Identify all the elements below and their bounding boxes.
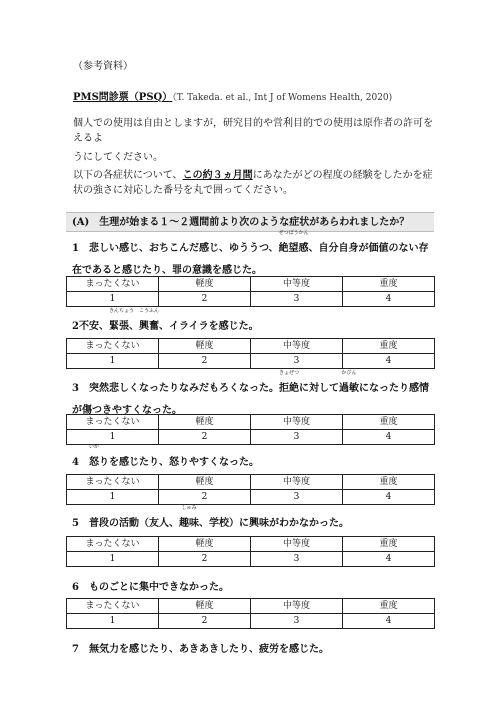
ruby-kabin xyxy=(338,370,359,400)
rating-option-1[interactable]: 1 xyxy=(67,490,159,505)
rating-option-4[interactable]: 4 xyxy=(343,614,435,629)
rating-option-4[interactable]: 4 xyxy=(343,292,435,307)
rating-label-severe: 重度 xyxy=(343,339,435,354)
rating-label-none: まったくない xyxy=(67,537,159,552)
rating-option-3[interactable]: 3 xyxy=(251,430,343,445)
rating-table-3 xyxy=(66,414,435,445)
rating-option-2[interactable]: 2 xyxy=(159,552,251,567)
rating-numbers-row xyxy=(67,614,435,629)
question-2 xyxy=(72,308,434,338)
ruby-reading: しゅみ xyxy=(181,505,197,511)
ruby-kincho xyxy=(108,308,134,338)
rating-numbers-row xyxy=(67,430,435,445)
rating-label-moderate: 中等度 xyxy=(251,339,343,354)
ruby-zetsubokan xyxy=(278,230,309,260)
rating-option-3[interactable]: 3 xyxy=(251,292,343,307)
rating-option-3[interactable]: 3 xyxy=(251,614,343,629)
rating-numbers-row xyxy=(67,552,435,567)
rating-label-moderate: 中等度 xyxy=(251,277,343,292)
question-3-text-a: 3 突然悲しくなったりなみだもろくなった。 xyxy=(72,383,279,394)
rating-option-4[interactable]: 4 xyxy=(343,354,435,369)
rating-label-none: まったくない xyxy=(67,277,159,292)
ruby-kyozetsu xyxy=(278,370,299,400)
rating-label-mild: 軽度 xyxy=(159,537,251,552)
rating-table-1 xyxy=(66,276,435,307)
ruby-base: 怒 xyxy=(88,457,99,468)
question-6: 6 ものごとに集中できなかった。 xyxy=(72,582,229,593)
instruction-period: この約３ヵ月間 xyxy=(182,170,253,181)
ruby-base: 興奮 xyxy=(138,321,159,332)
rating-labels-row xyxy=(67,415,435,430)
rating-option-1[interactable]: 1 xyxy=(67,552,159,567)
ruby-shumi xyxy=(178,505,199,535)
rating-option-2[interactable]: 2 xyxy=(159,292,251,307)
ruby-reading: かびん xyxy=(341,370,357,376)
question-5 xyxy=(72,505,434,535)
rating-label-moderate: 中等度 xyxy=(251,475,343,490)
rating-label-severe: 重度 xyxy=(343,537,435,552)
question-4-text-a: 4 xyxy=(72,457,89,468)
rating-label-mild: 軽度 xyxy=(159,599,251,614)
rating-option-1[interactable]: 1 xyxy=(67,292,159,307)
document-title: PMS問診票（PSQ） xyxy=(73,92,173,103)
rating-label-severe: 重度 xyxy=(343,475,435,490)
question-5-text-b: 、学校）に興味がわかなかった。 xyxy=(198,518,349,529)
instruction-text xyxy=(73,168,435,198)
rating-table-2 xyxy=(66,338,435,369)
section-a-header: (A) 生理が始まる１〜２週間前より次のような症状があらわれましたか？ xyxy=(66,212,434,232)
rating-labels-row xyxy=(67,537,435,552)
citation: （T. Takeda. et al., Int J of Womens Health, 2020) xyxy=(172,93,393,103)
ruby-reading: いか xyxy=(88,444,99,450)
rating-label-none: まったくない xyxy=(67,475,159,490)
rating-option-2[interactable]: 2 xyxy=(159,430,251,445)
rating-option-2[interactable]: 2 xyxy=(159,490,251,505)
question-2-text-c: 、イライラを感じた。 xyxy=(158,321,259,332)
rating-option-3[interactable]: 3 xyxy=(251,354,343,369)
rating-option-4[interactable]: 4 xyxy=(343,430,435,445)
rating-option-3[interactable]: 3 xyxy=(251,552,343,567)
question-7: 7 無気力を感じたり、あきあきしたり、疲労を感じた。 xyxy=(72,644,329,655)
rating-label-none: まったくない xyxy=(67,339,159,354)
instruction-part-b: にあなたがどの程度の経験をしたかを症状の強さに対応した番号を丸で囲ってください。 xyxy=(73,170,433,196)
rating-label-moderate: 中等度 xyxy=(251,537,343,552)
rating-label-mild: 軽度 xyxy=(159,475,251,490)
reference-label: （参考資料） xyxy=(73,61,133,72)
rating-label-none: まったくない xyxy=(67,599,159,614)
rating-option-1[interactable]: 1 xyxy=(67,354,159,369)
question-1-text-b: 、自分自身が価値のない存在であると感じたり、罪の意識を感じた。 xyxy=(72,243,429,276)
rating-label-severe: 重度 xyxy=(343,277,435,292)
question-3-text-c: になったり感情が傷つきやすくなった。 xyxy=(72,383,429,416)
usage-note-line1: 個人での使用は自由としますが，研究目的や営利目的での使用は原作者の許可をえるよ xyxy=(73,118,433,144)
ruby-base: 過敏 xyxy=(338,383,359,394)
question-4 xyxy=(72,444,434,474)
question-2-text-b: 、 xyxy=(128,321,139,332)
question-3-text-b: に対して xyxy=(298,383,339,394)
rating-table-4 xyxy=(66,474,435,505)
ruby-base: 拒絶 xyxy=(278,383,299,394)
question-5-text-a: 5 普段の活動（友人、 xyxy=(72,518,179,529)
rating-option-2[interactable]: 2 xyxy=(159,354,251,369)
rating-label-none: まったくない xyxy=(67,415,159,430)
rating-table-6 xyxy=(66,598,435,629)
rating-label-mild: 軽度 xyxy=(159,277,251,292)
rating-label-severe: 重度 xyxy=(343,415,435,430)
rating-label-moderate: 中等度 xyxy=(251,599,343,614)
ruby-ika xyxy=(88,444,99,474)
rating-option-2[interactable]: 2 xyxy=(159,614,251,629)
document-title-line xyxy=(73,88,392,103)
rating-labels-row xyxy=(67,599,435,614)
ruby-reading: こうふん xyxy=(138,308,159,314)
rating-label-severe: 重度 xyxy=(343,599,435,614)
ruby-reading: きんちょう xyxy=(108,308,134,314)
rating-labels-row xyxy=(67,277,435,292)
rating-label-mild: 軽度 xyxy=(159,415,251,430)
rating-labels-row xyxy=(67,475,435,490)
rating-label-moderate: 中等度 xyxy=(251,415,343,430)
rating-option-3[interactable]: 3 xyxy=(251,490,343,505)
ruby-base: 絶望感 xyxy=(278,243,309,254)
rating-numbers-row xyxy=(67,292,435,307)
usage-note-line2: うにしてください。 xyxy=(73,152,163,163)
question-1-text-a: 1 悲しい感じ、おちこんだ感じ、ゆううつ、 xyxy=(72,243,279,254)
ruby-reading: きょぜつ xyxy=(278,370,299,376)
question-4-text-b: りを感じたり、怒りやすくなった。 xyxy=(98,457,259,468)
rating-option-1[interactable]: 1 xyxy=(67,430,159,445)
rating-option-4[interactable]: 4 xyxy=(343,490,435,505)
rating-option-1[interactable]: 1 xyxy=(67,614,159,629)
question-2-text-a: 2不安、 xyxy=(72,321,109,332)
instruction-part-a: 以下の各症状について、 xyxy=(73,170,183,181)
rating-label-mild: 軽度 xyxy=(159,339,251,354)
ruby-kofun xyxy=(138,308,159,338)
rating-numbers-row xyxy=(67,354,435,369)
rating-option-4[interactable]: 4 xyxy=(343,552,435,567)
ruby-reading: ぜつぼうかん xyxy=(278,230,309,236)
rating-labels-row xyxy=(67,339,435,354)
rating-numbers-row xyxy=(67,490,435,505)
ruby-base: 趣味 xyxy=(178,518,199,529)
rating-table-5 xyxy=(66,536,435,567)
ruby-base: 緊張 xyxy=(108,321,129,332)
